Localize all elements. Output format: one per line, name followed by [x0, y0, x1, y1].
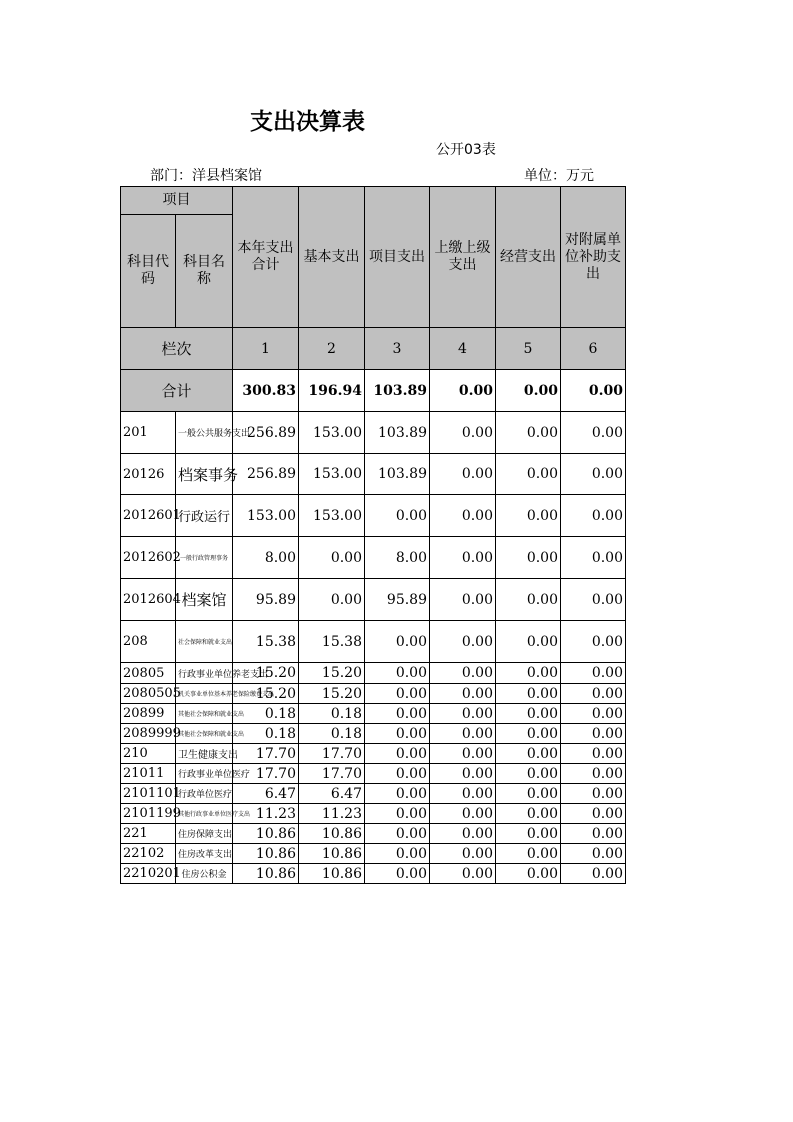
column-index-label: 栏次: [121, 328, 233, 370]
column-index-1: 1: [233, 328, 299, 370]
amount-cell: 0.00: [561, 663, 626, 684]
amount-cell: 0.00: [430, 804, 496, 824]
amount-cell: 0.00: [561, 537, 626, 579]
amount-cell: 0.00: [430, 495, 496, 537]
amount-cell: 0.00: [430, 704, 496, 724]
amount-cell: 6.47: [233, 784, 299, 804]
amount-cell: 10.86: [299, 864, 365, 884]
subject-code: 2012601: [121, 495, 176, 537]
amount-cell: 0.00: [496, 724, 561, 744]
header-subsidy-affiliates: 对附属单位补助支出: [561, 187, 626, 328]
amount-cell: 0.00: [430, 663, 496, 684]
table-row: [121, 804, 626, 824]
amount-cell: 0.00: [365, 744, 430, 764]
amount-cell: 0.00: [561, 684, 626, 704]
subject-code: 20805: [121, 663, 176, 684]
column-index-6: 6: [561, 328, 626, 370]
subject-code: 20899: [121, 704, 176, 724]
amount-cell: 0.00: [496, 621, 561, 663]
amount-cell: 0.00: [430, 784, 496, 804]
amount-cell: 0.00: [496, 537, 561, 579]
page-title: 支出决算表: [250, 109, 365, 135]
amount-cell: 0.00: [365, 621, 430, 663]
amount-cell: 0.00: [561, 454, 626, 495]
subject-code: 2089999: [121, 724, 176, 744]
column-index-2: 2: [299, 328, 365, 370]
subject-code: 22102: [121, 844, 176, 864]
amount-cell: 0.00: [430, 621, 496, 663]
amount-cell: 0.00: [496, 764, 561, 784]
subject-code: 208: [121, 621, 176, 663]
amount-cell: 10.86: [233, 844, 299, 864]
amount-cell: 15.20: [233, 684, 299, 704]
amount-cell: 0.00: [299, 579, 365, 621]
subject-name: 住房改革支出: [176, 844, 233, 864]
amount-cell: 0.00: [496, 804, 561, 824]
amount-cell: 0.00: [430, 764, 496, 784]
expenditure-table: [120, 186, 626, 884]
subject-name: 行政事业单位医疗: [176, 764, 233, 784]
amount-cell: 0.00: [365, 804, 430, 824]
table-row: [121, 684, 626, 704]
subject-name: 社会保障和就业支出: [176, 621, 233, 663]
department-label: 部门：洋县档案馆: [150, 168, 262, 184]
amount-cell: 10.86: [299, 824, 365, 844]
table-row: [121, 864, 626, 884]
amount-cell: 0.00: [561, 579, 626, 621]
amount-cell: 0.00: [365, 784, 430, 804]
header-row-item: [121, 187, 626, 215]
amount-cell: 0.00: [430, 844, 496, 864]
total-value: 0.00: [496, 370, 561, 412]
amount-cell: 0.00: [496, 663, 561, 684]
amount-cell: 0.00: [365, 844, 430, 864]
header-basic-expenditure: 基本支出: [299, 187, 365, 328]
amount-cell: 15.20: [299, 684, 365, 704]
amount-cell: 0.00: [430, 579, 496, 621]
subject-name: 其他行政事业单位医疗支出: [176, 804, 233, 824]
amount-cell: 0.00: [496, 744, 561, 764]
subject-code: 20126: [121, 454, 176, 495]
amount-cell: 95.89: [233, 579, 299, 621]
subject-code: 2101199: [121, 804, 176, 824]
amount-cell: 0.00: [496, 784, 561, 804]
amount-cell: 0.00: [430, 744, 496, 764]
column-index-row: [121, 328, 626, 370]
amount-cell: 15.38: [233, 621, 299, 663]
column-index-5: 5: [496, 328, 561, 370]
table-row: [121, 744, 626, 764]
table-row: [121, 621, 626, 663]
amount-cell: 0.00: [365, 495, 430, 537]
subject-name: 档案馆: [176, 579, 233, 621]
subject-name: 机关事业单位基本养老保险缴费支出: [176, 684, 233, 704]
amount-cell: 17.70: [233, 744, 299, 764]
form-number: 公开03表: [436, 142, 496, 158]
subject-code: 2012602: [121, 537, 176, 579]
amount-cell: 0.00: [496, 684, 561, 704]
table-row: [121, 824, 626, 844]
subject-code: 201: [121, 412, 176, 454]
amount-cell: 8.00: [365, 537, 430, 579]
amount-cell: 153.00: [299, 412, 365, 454]
amount-cell: 0.00: [430, 724, 496, 744]
table-row: [121, 764, 626, 784]
amount-cell: 0.00: [430, 454, 496, 495]
header-subject-code: 科目代码: [121, 215, 176, 328]
amount-cell: 0.00: [561, 804, 626, 824]
amount-cell: 0.00: [430, 684, 496, 704]
table-row: [121, 784, 626, 804]
amount-cell: 0.00: [561, 412, 626, 454]
amount-cell: 0.00: [299, 537, 365, 579]
header-subject-name: 科目名称: [176, 215, 233, 328]
column-index-3: 3: [365, 328, 430, 370]
amount-cell: 0.00: [496, 844, 561, 864]
table-row: [121, 724, 626, 744]
amount-cell: 0.18: [233, 724, 299, 744]
amount-cell: 0.00: [365, 684, 430, 704]
subject-name: 住房保障支出: [176, 824, 233, 844]
subject-name: 行政单位医疗: [176, 784, 233, 804]
subject-name: 一般行政管理事务: [176, 537, 233, 579]
table-row: [121, 663, 626, 684]
amount-cell: 0.00: [561, 495, 626, 537]
column-index-4: 4: [430, 328, 496, 370]
total-value: 103.89: [365, 370, 430, 412]
total-label: 合计: [121, 370, 233, 412]
amount-cell: 15.20: [299, 663, 365, 684]
subject-name: 行政事业单位养老支出: [176, 663, 233, 684]
amount-cell: 15.20: [233, 663, 299, 684]
amount-cell: 0.00: [561, 864, 626, 884]
amount-cell: 6.47: [299, 784, 365, 804]
total-value: 196.94: [299, 370, 365, 412]
table-row: [121, 495, 626, 537]
table-row: [121, 454, 626, 495]
amount-cell: 0.00: [365, 764, 430, 784]
table-row: [121, 537, 626, 579]
amount-cell: 0.00: [496, 495, 561, 537]
amount-cell: 0.00: [430, 864, 496, 884]
subject-name: 档案事务: [176, 454, 233, 495]
amount-cell: 0.00: [561, 764, 626, 784]
subject-name: 其他社会保障和就业支出: [176, 724, 233, 744]
amount-cell: 0.00: [496, 579, 561, 621]
total-value: 0.00: [561, 370, 626, 412]
amount-cell: 0.00: [365, 864, 430, 884]
amount-cell: 10.86: [299, 844, 365, 864]
subject-name: 住房公积金: [176, 864, 233, 884]
amount-cell: 0.00: [496, 864, 561, 884]
amount-cell: 0.00: [496, 704, 561, 724]
subject-code: 21011: [121, 764, 176, 784]
amount-cell: 0.00: [365, 724, 430, 744]
table-row: [121, 704, 626, 724]
amount-cell: 0.00: [561, 704, 626, 724]
amount-cell: 0.00: [430, 537, 496, 579]
amount-cell: 0.00: [561, 824, 626, 844]
total-value: 0.00: [430, 370, 496, 412]
total-row: [121, 370, 626, 412]
header-business-expenditure: 经营支出: [496, 187, 561, 328]
amount-cell: 0.00: [561, 784, 626, 804]
header-project-expenditure: 项目支出: [365, 187, 430, 328]
header-item: 项目: [121, 187, 233, 215]
amount-cell: 10.86: [233, 824, 299, 844]
total-value: 300.83: [233, 370, 299, 412]
amount-cell: 0.00: [365, 663, 430, 684]
amount-cell: 0.18: [299, 724, 365, 744]
amount-cell: 153.00: [299, 454, 365, 495]
subject-name: 其他社会保障和就业支出: [176, 704, 233, 724]
table-row: [121, 579, 626, 621]
subject-name: 卫生健康支出: [176, 744, 233, 764]
amount-cell: 153.00: [233, 495, 299, 537]
subject-code: 2210201: [121, 864, 176, 884]
subject-name: 行政运行: [176, 495, 233, 537]
amount-cell: 10.86: [233, 864, 299, 884]
amount-cell: 17.70: [233, 764, 299, 784]
amount-cell: 8.00: [233, 537, 299, 579]
amount-cell: 103.89: [365, 412, 430, 454]
table-row: [121, 412, 626, 454]
amount-cell: 11.23: [299, 804, 365, 824]
subject-name: 一般公共服务支出: [176, 412, 233, 454]
unit-label: 单位：万元: [524, 168, 594, 184]
subject-code: 2101101: [121, 784, 176, 804]
amount-cell: 17.70: [299, 764, 365, 784]
amount-cell: 0.18: [299, 704, 365, 724]
amount-cell: 0.18: [233, 704, 299, 724]
amount-cell: 0.00: [561, 621, 626, 663]
amount-cell: 0.00: [496, 454, 561, 495]
amount-cell: 11.23: [233, 804, 299, 824]
amount-cell: 0.00: [496, 412, 561, 454]
amount-cell: 0.00: [365, 704, 430, 724]
amount-cell: 103.89: [365, 454, 430, 495]
amount-cell: 17.70: [299, 744, 365, 764]
subject-code: 221: [121, 824, 176, 844]
amount-cell: 0.00: [365, 824, 430, 844]
amount-cell: 95.89: [365, 579, 430, 621]
amount-cell: 0.00: [430, 824, 496, 844]
subject-code: 2080505: [121, 684, 176, 704]
amount-cell: 0.00: [561, 844, 626, 864]
subject-code: 210: [121, 744, 176, 764]
header-total-expenditure: 本年支出合计: [233, 187, 299, 328]
header-remit-superior: 上缴上级支出: [430, 187, 496, 328]
subject-code: 2012604: [121, 579, 176, 621]
amount-cell: 0.00: [496, 824, 561, 844]
amount-cell: 256.89: [233, 412, 299, 454]
amount-cell: 0.00: [561, 744, 626, 764]
amount-cell: 0.00: [561, 724, 626, 744]
amount-cell: 153.00: [299, 495, 365, 537]
amount-cell: 15.38: [299, 621, 365, 663]
amount-cell: 0.00: [430, 412, 496, 454]
amount-cell: 256.89: [233, 454, 299, 495]
table-row: [121, 844, 626, 864]
